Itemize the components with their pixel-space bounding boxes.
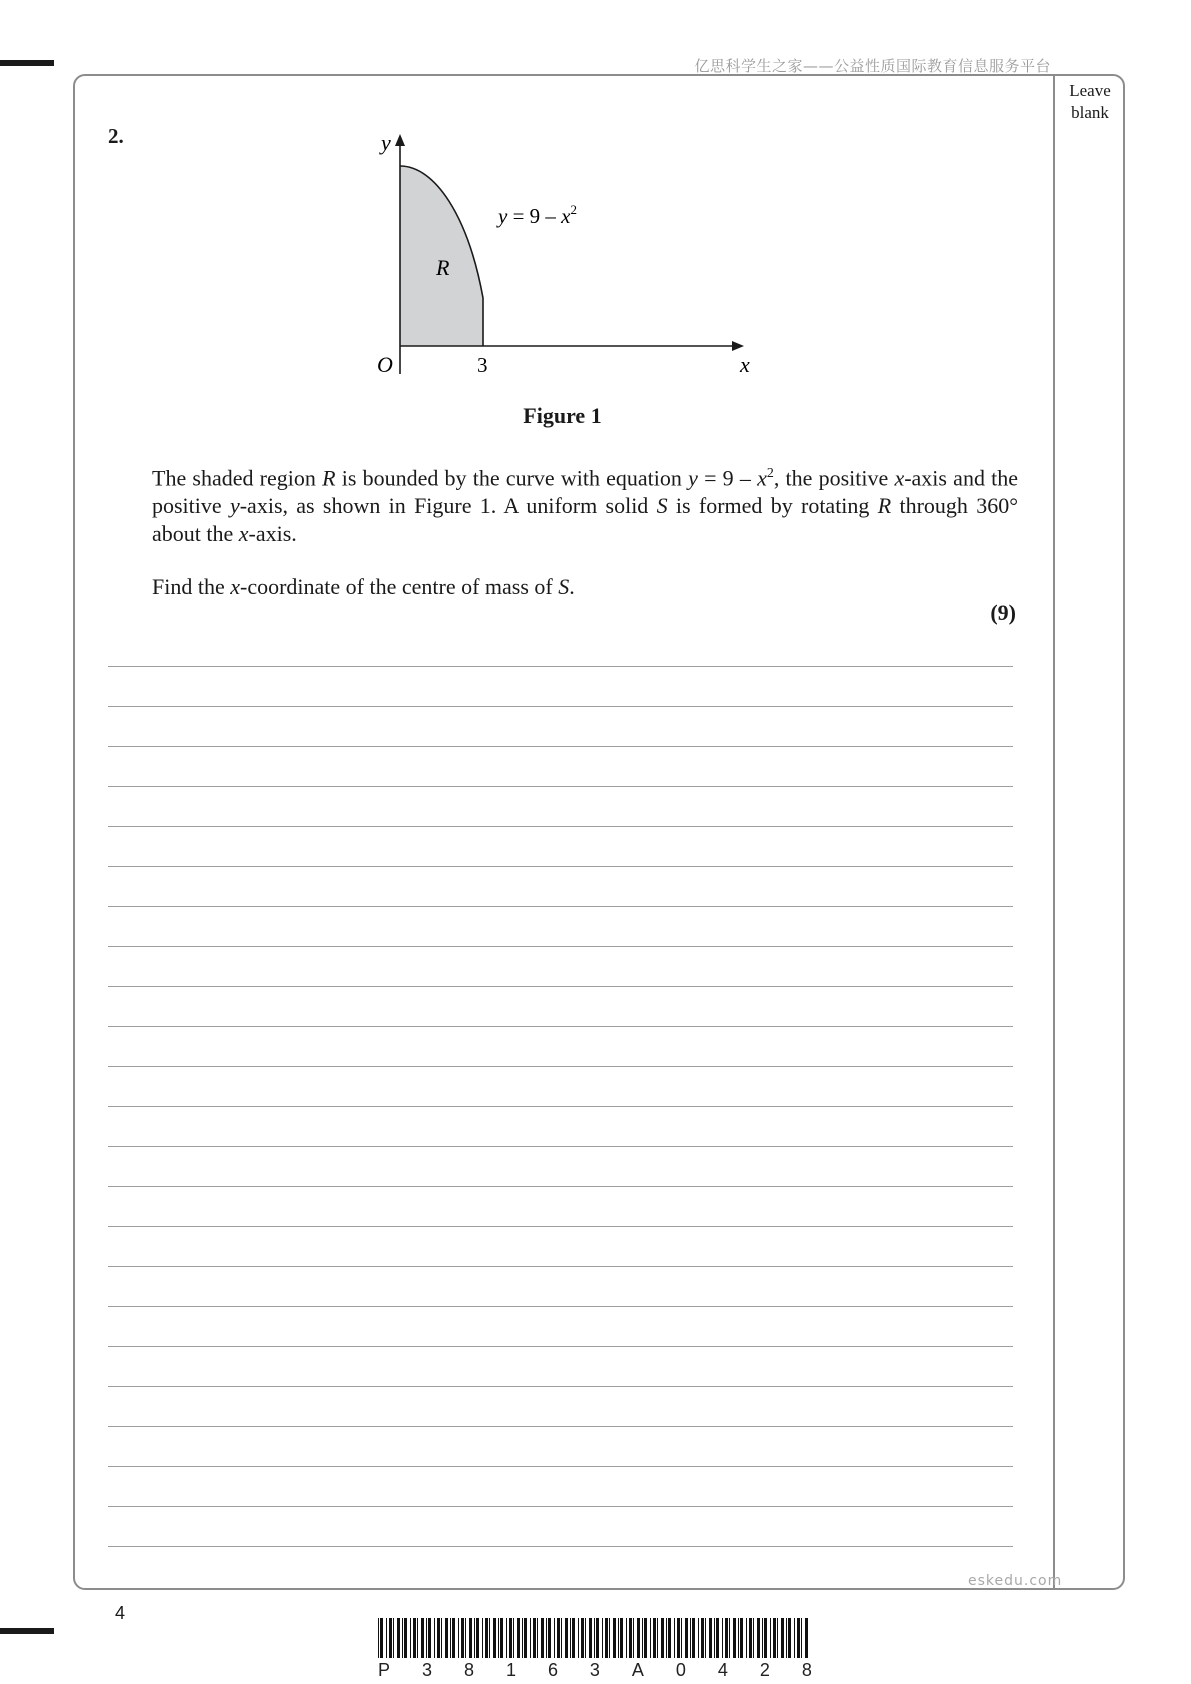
barcode-bar: [389, 1618, 392, 1658]
answer-line[interactable]: [108, 1386, 1013, 1387]
page-number: 4: [115, 1603, 126, 1623]
answer-line[interactable]: [108, 986, 1013, 987]
answer-line[interactable]: [108, 946, 1013, 947]
barcode-bar: [437, 1618, 440, 1658]
barcode-char: A: [631, 1660, 644, 1680]
barcode-bar: [404, 1618, 407, 1658]
leave-blank-divider: [1053, 75, 1055, 1589]
barcode-bar: [541, 1618, 544, 1658]
answer-line[interactable]: [108, 1186, 1013, 1187]
barcode-bar: [493, 1618, 496, 1658]
answer-line[interactable]: [108, 1266, 1013, 1267]
barcode-bar: [716, 1618, 719, 1658]
barcode-bar: [589, 1618, 592, 1658]
answer-line[interactable]: [108, 1306, 1013, 1307]
barcode-char: 0: [675, 1660, 686, 1680]
barcode-bar: [642, 1618, 643, 1658]
barcode-bar: [749, 1618, 752, 1658]
answer-line[interactable]: [108, 1106, 1013, 1107]
marks-label: (9): [990, 600, 1016, 625]
barcode-bar: [530, 1618, 531, 1658]
region-label: R: [436, 255, 450, 280]
x-intercept-label: 3: [477, 353, 488, 377]
barcode-bar: [386, 1618, 387, 1658]
barcode-bar: [498, 1618, 499, 1658]
barcode-bar: [629, 1618, 632, 1658]
barcode-bar: [413, 1618, 416, 1658]
answer-line[interactable]: [108, 1426, 1013, 1427]
barcode-bar: [609, 1618, 610, 1658]
barcode-bar: [705, 1618, 706, 1658]
barcode-bar: [452, 1618, 455, 1658]
barcode-bar: [729, 1618, 730, 1658]
origin-label: O: [377, 352, 393, 377]
barcode-bar: [692, 1618, 695, 1658]
barcode-char: P: [378, 1660, 391, 1680]
barcode-bar: [578, 1618, 579, 1658]
barcode-bar: [613, 1618, 616, 1658]
barcode-bar: [740, 1618, 743, 1658]
barcode-char: 2: [759, 1660, 770, 1680]
y-axis-label: y: [381, 130, 391, 155]
figure-caption: Figure 1: [523, 403, 602, 428]
barcode-bar: [450, 1618, 451, 1658]
answer-line[interactable]: [108, 706, 1013, 707]
barcode-bar: [428, 1618, 431, 1658]
barcode-bar: [561, 1618, 562, 1658]
barcode-bar: [773, 1618, 776, 1658]
figure-1-diagram: [360, 128, 760, 383]
barcode-bar: [733, 1618, 736, 1658]
barcode-bar: [469, 1618, 472, 1658]
answer-line[interactable]: [108, 1066, 1013, 1067]
barcode-bar: [378, 1618, 379, 1658]
barcode-bar: [500, 1618, 503, 1658]
barcode-char: 3: [421, 1660, 432, 1680]
barcode-bar: [596, 1618, 599, 1658]
barcode: [378, 1618, 812, 1658]
answer-lines[interactable]: [108, 666, 1013, 1586]
barcode-bar: [445, 1618, 448, 1658]
barcode-bar: [533, 1618, 536, 1658]
barcode-bar: [725, 1618, 728, 1658]
barcode-bar: [701, 1618, 704, 1658]
answer-line[interactable]: [108, 1226, 1013, 1227]
barcode-bar: [681, 1618, 682, 1658]
barcode-bar: [781, 1618, 784, 1658]
barcode-bar: [506, 1618, 507, 1658]
answer-line[interactable]: [108, 906, 1013, 907]
barcode-bar: [794, 1618, 795, 1658]
barcode-bar: [458, 1618, 459, 1658]
barcode-bar: [674, 1618, 675, 1658]
barcode-bar: [805, 1618, 808, 1658]
footer-watermark: eskedu.com: [968, 1573, 1063, 1589]
barcode-bar: [650, 1618, 651, 1658]
barcode-bar: [722, 1618, 723, 1658]
barcode-bar: [764, 1618, 767, 1658]
barcode-bar: [570, 1618, 571, 1658]
barcode-bar: [753, 1618, 754, 1658]
barcode-bar: [557, 1618, 560, 1658]
barcode-bar: [524, 1618, 527, 1658]
barcode-bar: [485, 1618, 488, 1658]
curve-equation-label: $y = 9 - x^2$: [498, 202, 577, 228]
answer-line[interactable]: [108, 826, 1013, 827]
answer-line[interactable]: [108, 1346, 1013, 1347]
barcode-char: 8: [463, 1660, 474, 1680]
barcode-bar: [421, 1618, 424, 1658]
x-axis-label: x: [740, 352, 750, 377]
y-axis-arrow: [395, 134, 405, 146]
barcode-bar: [509, 1618, 512, 1658]
barcode-char: 1: [505, 1660, 516, 1680]
barcode-bar: [698, 1618, 699, 1658]
barcode-bar: [746, 1618, 747, 1658]
barcode-bar: [380, 1618, 383, 1658]
barcode-bar: [633, 1618, 634, 1658]
barcode-bar: [461, 1618, 464, 1658]
barcode-bar: [661, 1618, 664, 1658]
barcode-bar: [620, 1618, 623, 1658]
barcode-bar: [690, 1618, 691, 1658]
barcode-bar: [489, 1618, 490, 1658]
barcode-bar: [572, 1618, 575, 1658]
barcode-bar: [626, 1618, 627, 1658]
barcode-bar: [677, 1618, 680, 1658]
barcode-bar: [393, 1618, 394, 1658]
answer-line[interactable]: [108, 866, 1013, 867]
answer-line[interactable]: [108, 1026, 1013, 1027]
barcode-bar: [637, 1618, 640, 1658]
barcode-bar: [441, 1618, 442, 1658]
barcode-bar: [410, 1618, 411, 1658]
barcode-bar: [426, 1618, 427, 1658]
barcode-char: 6: [547, 1660, 558, 1680]
barcode-bar: [757, 1618, 760, 1658]
barcode-bar: [618, 1618, 619, 1658]
barcode-bar: [465, 1618, 466, 1658]
barcode-bar: [565, 1618, 568, 1658]
barcode-bar: [770, 1618, 771, 1658]
answer-line[interactable]: [108, 1546, 1013, 1547]
x-axis-arrow: [732, 341, 744, 351]
barcode-bar: [685, 1618, 688, 1658]
answer-line[interactable]: [108, 1506, 1013, 1507]
barcode-bar: [585, 1618, 586, 1658]
barcode-char: 8: [801, 1660, 812, 1680]
barcode-bar: [786, 1618, 787, 1658]
barcode-bar: [402, 1618, 403, 1658]
answer-line[interactable]: [108, 786, 1013, 787]
bottom-registration-mark: [0, 1628, 54, 1634]
barcode-bar: [417, 1618, 418, 1658]
barcode-char: 3: [589, 1660, 600, 1680]
barcode-bar: [434, 1618, 435, 1658]
answer-line[interactable]: [108, 746, 1013, 747]
barcode-bar: [709, 1618, 712, 1658]
barcode-char: 4: [717, 1660, 728, 1680]
barcode-bar: [546, 1618, 547, 1658]
barcode-bar: [801, 1618, 802, 1658]
barcode-bar: [476, 1618, 479, 1658]
barcode-bar: [738, 1618, 739, 1658]
question-instruction: Find the x-coordinate of the centre of mass of S.: [152, 574, 575, 599]
barcode-bar: [666, 1618, 667, 1658]
answer-line[interactable]: [108, 1146, 1013, 1147]
question-number: 2.: [108, 124, 124, 148]
barcode-bar: [513, 1618, 514, 1658]
barcode-bar: [653, 1618, 656, 1658]
barcode-bar: [594, 1618, 595, 1658]
barcode-bar: [762, 1618, 763, 1658]
barcode-bar: [517, 1618, 520, 1658]
barcode-bar: [581, 1618, 584, 1658]
answer-line[interactable]: [108, 666, 1013, 667]
barcode-bar: [548, 1618, 551, 1658]
answer-line[interactable]: [108, 1466, 1013, 1467]
barcode-bar: [788, 1618, 791, 1658]
header-watermark: 亿思科学生之家——公益性质国际教育信息服务平台: [694, 57, 1051, 75]
barcode-bar: [397, 1618, 400, 1658]
barcode-bar: [605, 1618, 608, 1658]
barcode-bar: [537, 1618, 538, 1658]
barcode-bar: [797, 1618, 800, 1658]
barcode-bar: [714, 1618, 715, 1658]
question-text: The shaded region R is bounded by the curve with equation $y = 9 - x^2$, the positive x-axis and the positive y-axis, as shown in Figure 1. A uniform solid S is formed by rotating R through 360° about the x-axis.: [152, 465, 1019, 547]
barcode-bar: [777, 1618, 778, 1658]
barcode-bar: [602, 1618, 603, 1658]
barcode-bar: [644, 1618, 647, 1658]
barcode-bar: [522, 1618, 523, 1658]
top-registration-mark: [0, 60, 54, 66]
barcode-bar: [482, 1618, 483, 1658]
barcode-digits: [378, 1660, 812, 1681]
barcode-bar: [474, 1618, 475, 1658]
barcode-bar: [554, 1618, 555, 1658]
leave-blank-label: Leave blank: [1069, 81, 1111, 122]
barcode-bar: [668, 1618, 671, 1658]
barcode-bar: [657, 1618, 658, 1658]
